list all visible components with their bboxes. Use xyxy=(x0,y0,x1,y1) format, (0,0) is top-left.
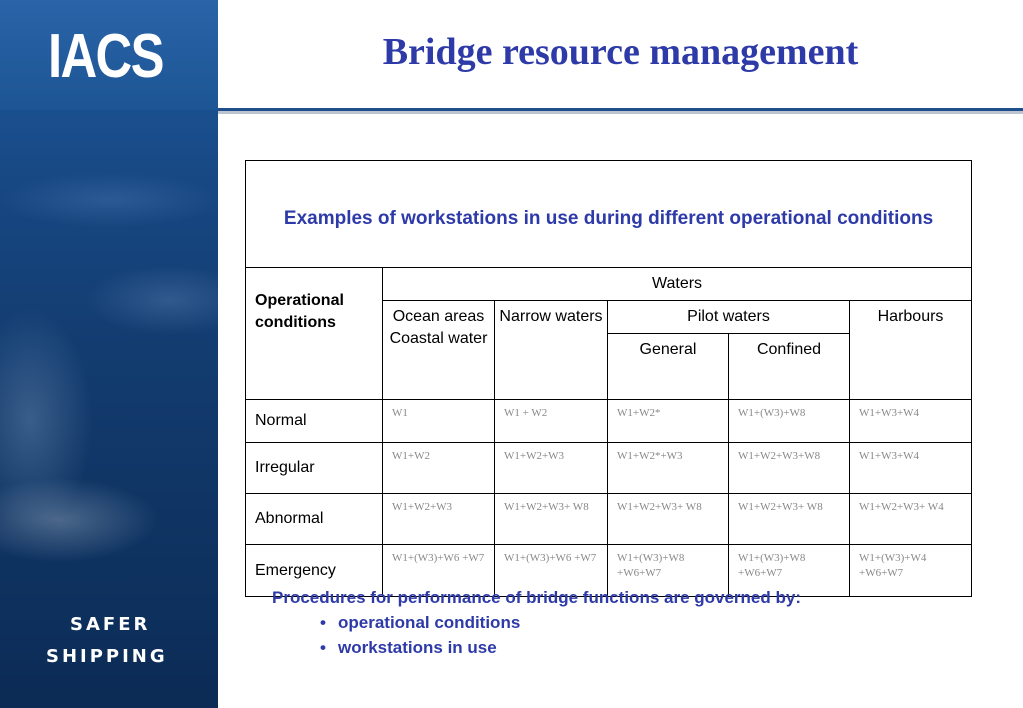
logo-block xyxy=(0,0,218,110)
table-cell: W1 + W2 xyxy=(495,400,608,443)
table-cell: W1 xyxy=(383,400,495,443)
list-item-text: operational conditions xyxy=(338,613,521,632)
procedures-note xyxy=(272,585,801,660)
iacs-logo: IACS xyxy=(48,22,163,91)
header-divider-shadow xyxy=(218,111,1023,114)
general-header: General xyxy=(608,334,729,400)
procedures-heading: Procedures for performance of bridge functions are governed by: xyxy=(272,588,801,607)
sea-image-panel xyxy=(0,0,218,708)
table-cell: W1+W2 xyxy=(383,443,495,494)
table-cell: W1+(W3)+W8 +W6+W7 xyxy=(729,545,850,597)
table-cell: W1+W2*+W3 xyxy=(608,443,729,494)
row-label: Abnormal xyxy=(246,494,383,545)
table-cell: W1+W2+W3+ W8 xyxy=(608,494,729,545)
table-caption: Examples of workstations in use during different operational conditions xyxy=(246,161,972,268)
table-cell: W1+(W3)+W8 xyxy=(729,400,850,443)
table-cell: W1+(W3)+W4 +W6+W7 xyxy=(850,545,972,597)
table-cell: W1+W2+W3 xyxy=(495,443,608,494)
row-label: Normal xyxy=(246,400,383,443)
table-cell: W1+W2+W3+W8 xyxy=(729,443,850,494)
table-cell: W1+(W3)+W8 +W6+W7 xyxy=(608,545,729,597)
table-cell: W1+W3+W4 xyxy=(850,443,972,494)
list-item-text: workstations in use xyxy=(338,638,497,657)
row-label: Emergency xyxy=(246,545,383,597)
page-title: Bridge resource management xyxy=(382,31,859,73)
table-row xyxy=(246,400,972,443)
narrow-waters-header: Narrow waters xyxy=(495,301,608,400)
table-cell: W1+(W3)+W6 +W7 xyxy=(383,545,495,597)
harbours-header: Harbours xyxy=(850,301,972,400)
table-cell: W1+(W3)+W6 +W7 xyxy=(495,545,608,597)
table-cell: W1+W3+W4 xyxy=(850,400,972,443)
table-cell: W1+W2+W3+ W4 xyxy=(850,494,972,545)
bullet-glyph: • xyxy=(320,613,326,632)
tagline-safer: SAFER xyxy=(70,614,151,635)
confined-header: Confined xyxy=(729,334,850,400)
ocean-areas-header: Ocean areas Coastal water xyxy=(383,301,495,400)
list-item xyxy=(320,635,801,660)
table-cell: W1+W2+W3+ W8 xyxy=(729,494,850,545)
operational-conditions-header: Operational conditions xyxy=(246,268,383,400)
table-cell: W1+W2* xyxy=(608,400,729,443)
table-row xyxy=(246,443,972,494)
row-label: Irregular xyxy=(246,443,383,494)
list-item xyxy=(320,610,801,635)
waters-header: Waters xyxy=(383,268,972,301)
table-row xyxy=(246,494,972,545)
procedures-list xyxy=(272,610,801,660)
tagline-shipping: SHIPPING xyxy=(46,646,168,667)
workstations-table xyxy=(245,160,972,597)
pilot-waters-header: Pilot waters xyxy=(608,301,850,334)
bullet-glyph: • xyxy=(320,638,326,657)
table-cell: W1+W2+W3 xyxy=(383,494,495,545)
table-cell: W1+W2+W3+ W8 xyxy=(495,494,608,545)
